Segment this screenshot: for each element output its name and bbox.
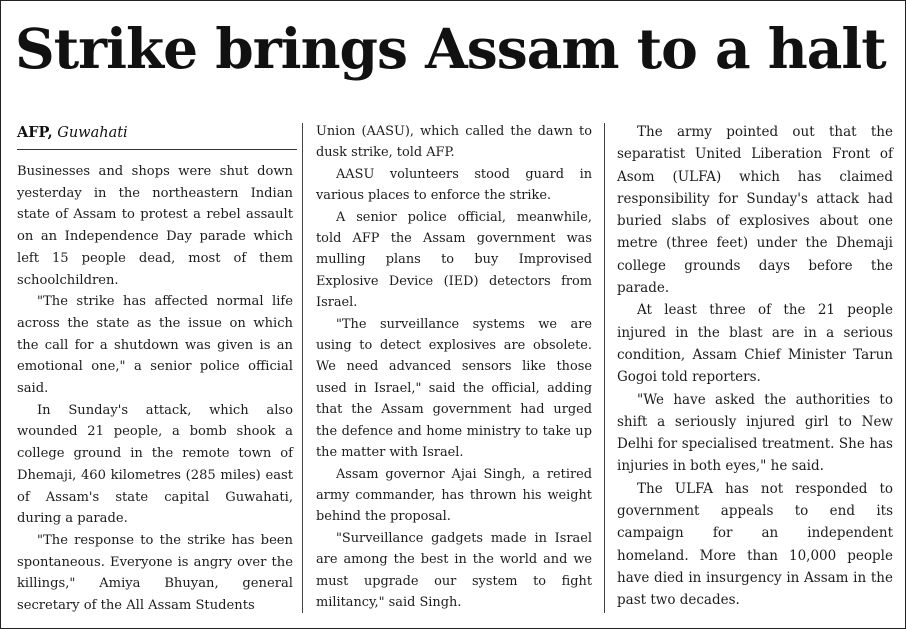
byline — [17, 122, 293, 144]
column-3 — [617, 121, 893, 612]
paragraph: Businesses and shops were shut down yesterday in the northeastern Indian state of Assam to protest a rebel assault on an Independence Day parade which left 15 people dead, most of them schoolchildren. — [17, 164, 293, 288]
byline-city: Guwahati — [57, 125, 128, 141]
paragraph: "The surveillance systems we are using to detect explosives are obsolete. We need advanced sensors like those used in Israel," said the official, adding that the Assam government had urged the defence and home ministry to take up the matter with Israel. — [316, 316, 592, 461]
column-2 — [316, 121, 592, 613]
byline-rule — [17, 149, 297, 150]
paragraph: "Surveillance gadgets made in Israel are among the best in the world and we must upgrade our system to fight militancy," said Singh. — [316, 530, 592, 610]
paragraph: At least three of the 21 people injured in the blast are in a serious condition, Assam Chief Minister Tarun Gogoi told reporters. — [617, 302, 893, 386]
byline-agency: AFP, — [17, 124, 53, 141]
column-divider — [604, 123, 605, 613]
paragraph: "The response to the strike has been spontaneous. Everyone is angry over the killings," Amiya Bhuyan, general secretary of the All Assam Students — [17, 532, 293, 614]
paragraph: A senior police official, meanwhile, told AFP the Assam government was mulling plans to buy Improvised Explosive Device (IED) detectors from Israel. — [316, 209, 592, 311]
column-1 — [17, 161, 293, 617]
paragraph: "The strike has affected normal life across the state as the issue on which the call for a shutdown was given is an emotional one," a senior police official said. — [17, 294, 293, 397]
headline: Strike brings Assam to a halt — [15, 16, 886, 81]
column-divider — [302, 123, 303, 613]
paragraph: "We have asked the authorities to shift a seriously injured girl to New Delhi for specialised treatment. She has injuries in both eyes," he said. — [617, 391, 893, 475]
paragraph: AASU volunteers stood guard in various places to enforce the strike. — [316, 166, 592, 204]
paragraph: Union (AASU), which called the dawn to dusk strike, told AFP. — [316, 124, 592, 161]
paragraph: The ULFA has not responded to government appeals to end its campaign for an independent homeland. More than 10,000 people have died in insurgency in Assam in the past two decades. — [617, 480, 893, 609]
paragraph: In Sunday's attack, which also wounded 21 people, a bomb shook a college ground in the remote town of Dhemaji, 460 kilometres (285 miles) east of Assam's state capital Guwahati, during a parade. — [17, 402, 293, 527]
paragraph: Assam governor Ajai Singh, a retired army commander, has thrown his weight behind the proposal. — [316, 466, 592, 525]
paragraph: The army pointed out that the separatist United Liberation Front of Asom (ULFA) which has claimed responsibility for Sunday's attack had buried slabs of explosives about one metre (three feet) under the Dhemaji college grounds days before the parade. — [617, 124, 893, 297]
